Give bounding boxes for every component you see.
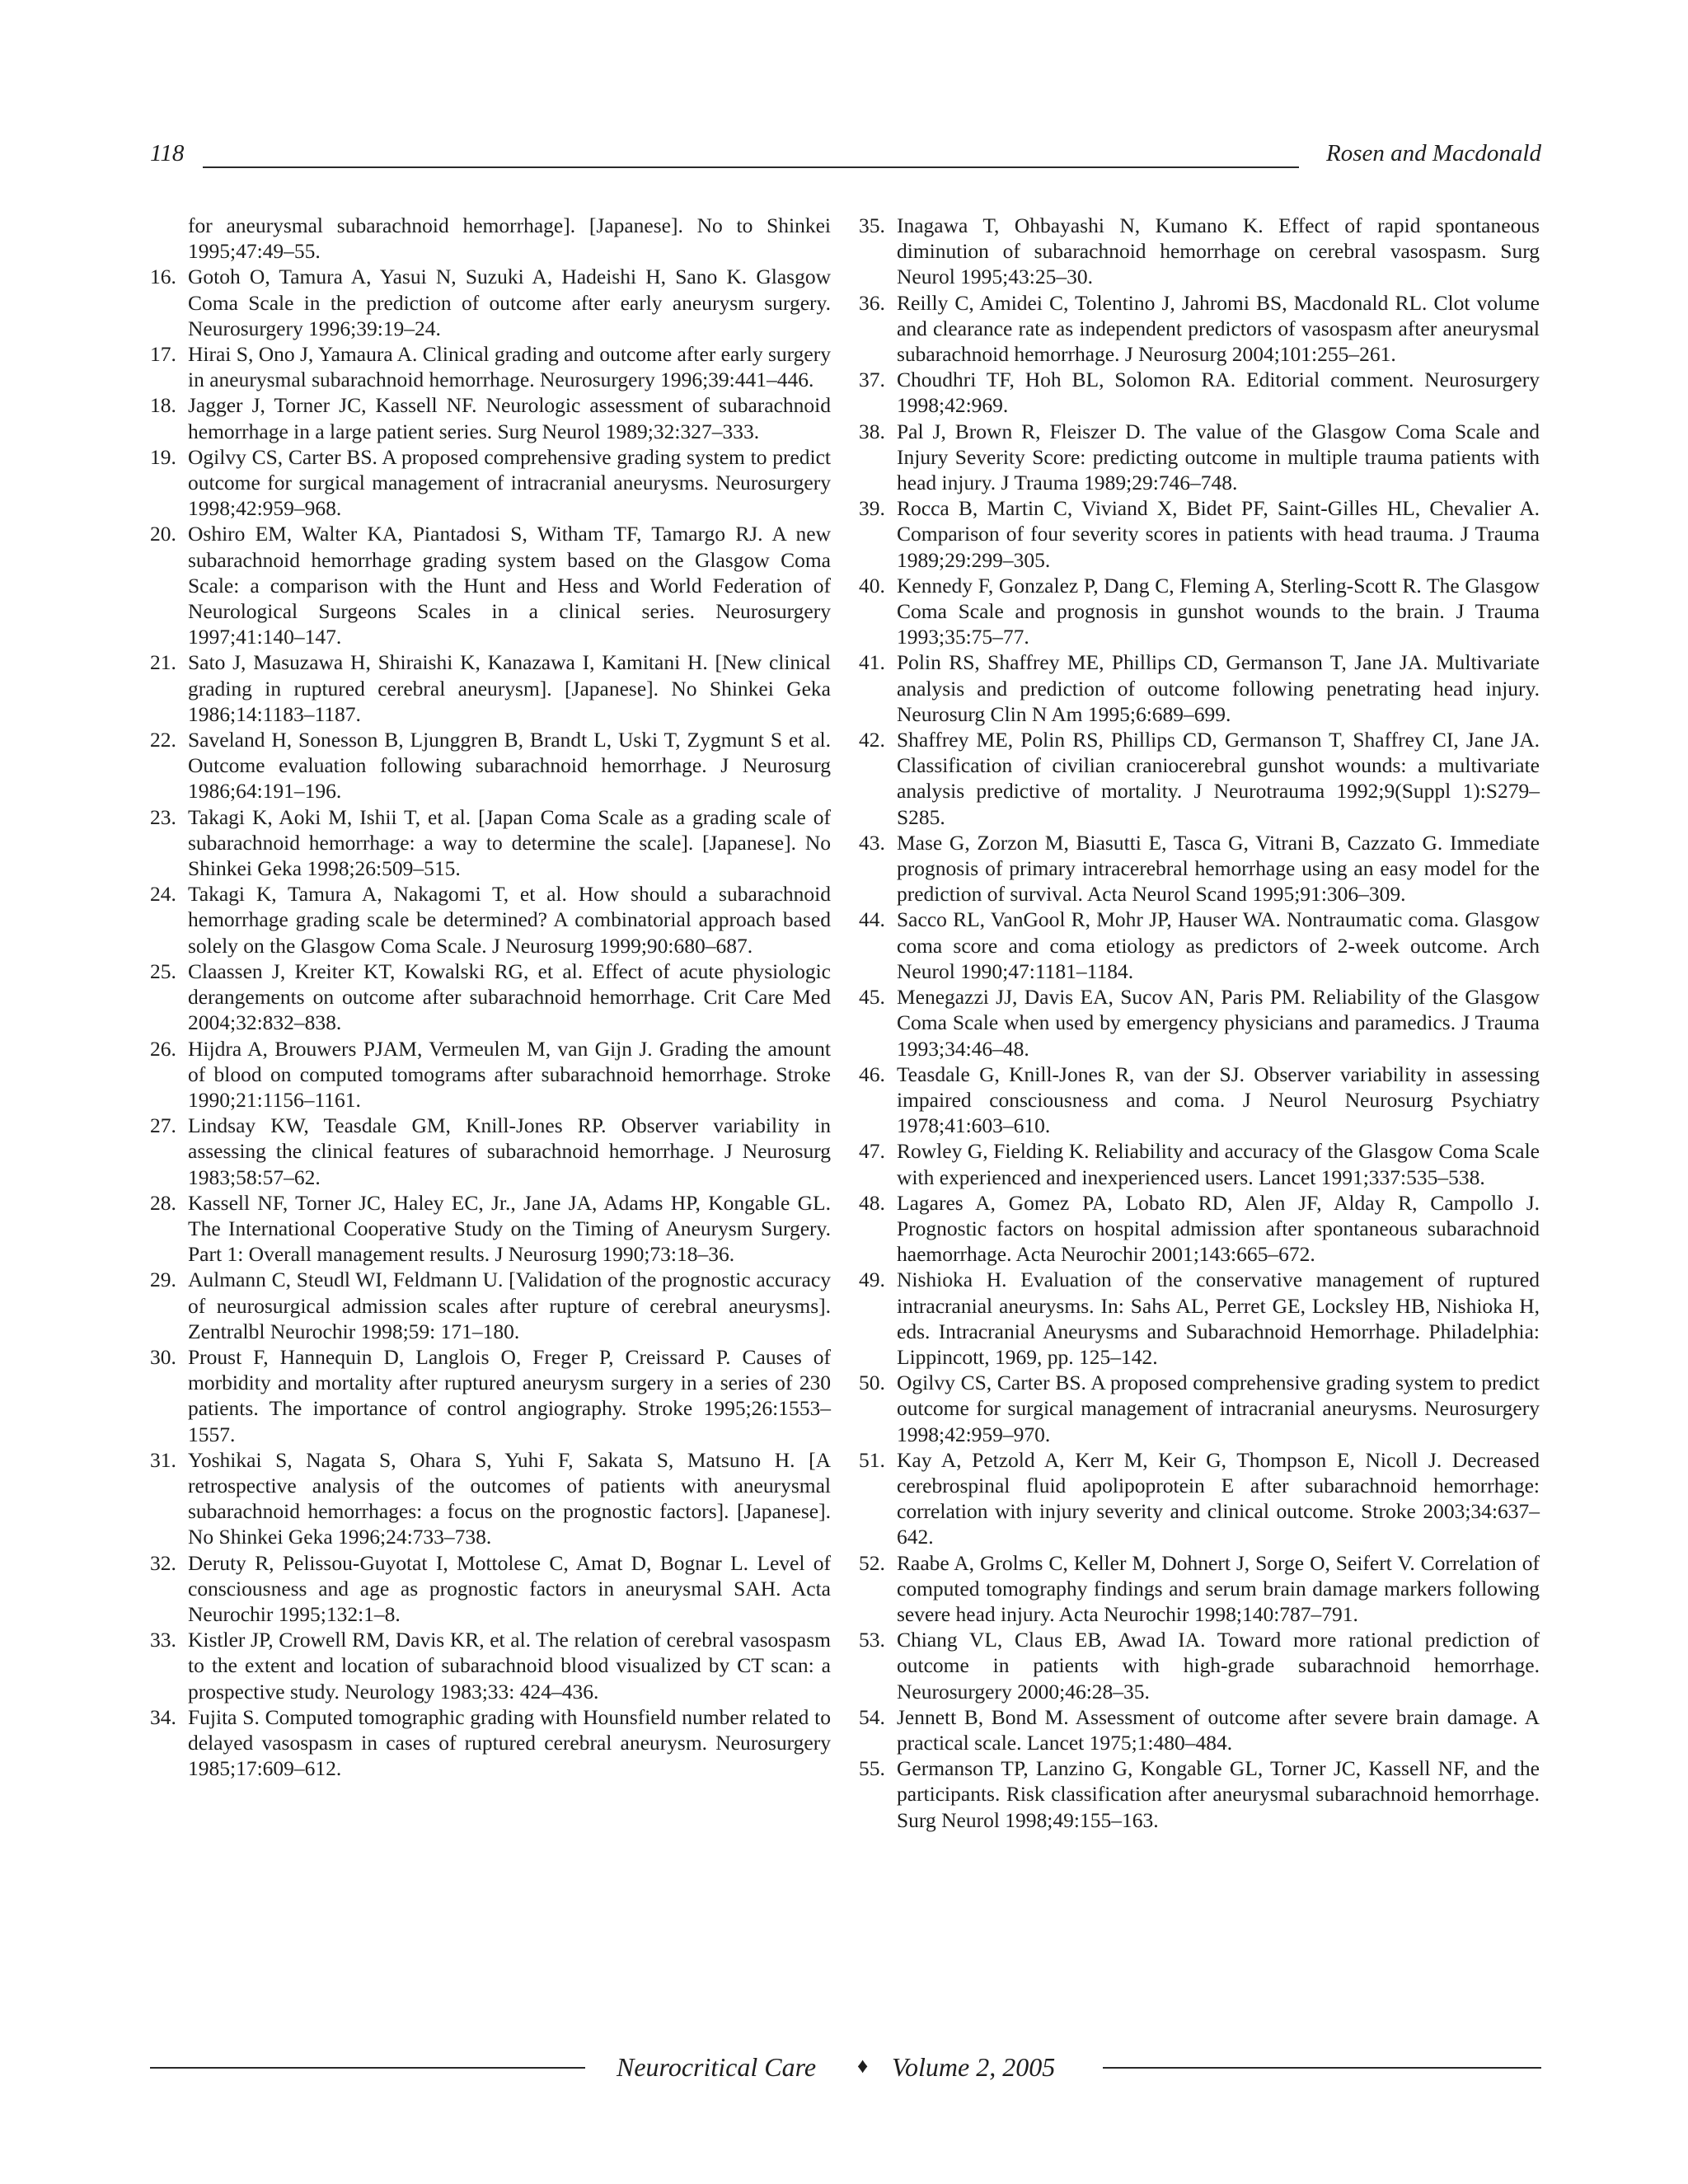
reference-item [859, 1190, 1540, 1268]
reference-item [859, 1550, 1540, 1628]
reference-text: Shaffrey ME, Polin RS, Phillips CD, Germanson T, Shaffrey CI, Jane JA. Classification of civilian craniocerebral gunshot wounds: a multivariate analysis predictive of mortality. J Neurotrauma 1992;9(Suppl 1):S279–S285. [897, 728, 1540, 829]
reference-text: Lagares A, Gomez PA, Lobato RD, Alen JF, Alday R, Campollo J. Prognostic factors on hospital admission after spontaneous subarachnoid haemorrhage. Acta Neurochir 2001;143:665–672. [897, 1190, 1540, 1267]
reference-text: Sacco RL, VanGool R, Mohr JP, Hauser WA. Nontraumatic coma. Glasgow coma score and coma etiology as predictors of 2-week outcome. Arch Neurol 1990;47:1181–1184. [897, 907, 1540, 983]
journal-volume: Volume 2, 2005 [892, 2052, 1056, 2082]
reference-text: Deruty R, Pelissou-Guyotat I, Mottolese C, Amat D, Bognar L. Level of consciousness and age as prognostic factors in aneurysmal SAH. Acta Neurochir 1995;132:1–8. [188, 1550, 831, 1626]
reference-text: Hijdra A, Brouwers PJAM, Vermeulen M, van Gijn J. Grading the amount of blood on computed tomograms after subarachnoid hemorrhage. Stroke 1990;21:1156–1161. [188, 1036, 831, 1112]
reference-text: Saveland H, Sonesson B, Ljunggren B, Brandt L, Uski T, Zygmunt S et al. Outcome evaluation following subarachnoid hemorrhage. J Neurosurg 1986;64:191–196. [188, 728, 831, 804]
reference-item [859, 573, 1540, 650]
reference-number: 26. [150, 1036, 176, 1061]
header-rule [203, 166, 1299, 168]
reference-item [150, 392, 831, 443]
reference-number: 36. [859, 290, 885, 315]
reference-text: Raabe A, Grolms C, Keller M, Dohnert J, Sorge O, Seifert V. Correlation of computed tomography findings and serum brain damage markers following severe head injury. Acta Neurochir 1998;140:787–791. [897, 1550, 1540, 1626]
reference-number: 24. [150, 882, 176, 907]
footer-rule-left [150, 2067, 585, 2069]
reference-item [150, 341, 831, 392]
reference-item [150, 1113, 831, 1190]
reference-text: Polin RS, Shaffrey ME, Phillips CD, Germanson T, Jane JA. Multivariate analysis and prediction of outcome following penetrating head injury. Neurosurg Clin N Am 1995;6:689–699. [897, 650, 1540, 726]
reference-item [150, 1190, 831, 1268]
reference-number: 23. [150, 804, 176, 829]
reference-text: Menegazzi JJ, Davis EA, Sucov AN, Paris PM. Reliability of the Glasgow Coma Scale when used by emergency physicians and paramedics. J Trauma 1993;34:46–48. [897, 985, 1540, 1061]
reference-item [859, 419, 1540, 496]
reference-item [859, 727, 1540, 830]
reference-text: Nishioka H. Evaluation of the conservative management of ruptured intracranial aneurysms. In: Sahs AL, Perret GE, Locksley HB, Nishioka H, eds. Intracranial Aneurysms and Subarachnoid Hemorrhage. Philadelphia: Lippincott, 1969, pp. 125–142. [897, 1268, 1540, 1369]
reference-text: Reilly C, Amidei C, Tolentino J, Jahromi BS, Macdonald RL. Clot volume and clearance rate as independent predictors of vasospasm after aneurysmal subarachnoid hemorrhage. J Neurosurg 2004;101:255–261. [897, 290, 1540, 367]
reference-number: 33. [150, 1628, 176, 1652]
reference-number: 54. [859, 1704, 885, 1729]
reference-text: Pal J, Brown R, Fleiszer D. The value of the Glasgow Coma Scale and Injury Severity Score: predicting outcome in multiple trauma patients with head injury. J Trauma 1989;29:746–748. [897, 419, 1540, 495]
reference-text: Germanson TP, Lanzino G, Kongable GL, Torner JC, Kassell NF, and the participants. Risk classification after aneurysmal subarachnoid hemorrhage. Surg Neurol 1998;49:155–163. [897, 1756, 1540, 1832]
reference-text: for aneurysmal subarachnoid hemorrhage]. [Japanese]. No to Shinkei 1995;47:49–55. [188, 213, 831, 264]
reference-item [859, 1370, 1540, 1447]
running-title: Rosen and Macdonald [1326, 140, 1541, 166]
reference-item [150, 1704, 831, 1782]
reference-number: 49. [859, 1268, 885, 1292]
reference-number: 16. [150, 265, 176, 289]
reference-text: Mase G, Zorzon M, Biasutti E, Tasca G, Vitrani B, Cazzato G. Immediate prognosis of primary intracerebral hemorrhage using an easy model for the prediction of survival. Acta Neurol Scand 1995;91:306–309. [897, 830, 1540, 907]
reference-text: Kassell NF, Torner JC, Haley EC, Jr., Jane JA, Adams HP, Kongable GL. The International Cooperative Study on the Timing of Aneurysm Surgery. Part 1: Overall management results. J Neurosurg 1990;73:18–36. [188, 1190, 831, 1267]
reference-number: 35. [859, 213, 885, 237]
reference-number: 29. [150, 1268, 176, 1292]
reference-item [150, 727, 831, 804]
reference-number: 55. [859, 1756, 885, 1781]
reference-item [150, 1550, 831, 1628]
reference-text: Teasdale G, Knill-Jones R, van der SJ. Observer variability in assessing impaired consciousness and coma. J Neurol Neurosurg Psychiatry 1978;41:603–610. [897, 1062, 1540, 1138]
reference-number: 22. [150, 728, 176, 752]
reference-text: Ogilvy CS, Carter BS. A proposed comprehensive grading system to predict outcome for surgical management of intracranial aneurysms. Neurosurgery 1998;42:959–968. [188, 444, 831, 521]
reference-number: 19. [150, 444, 176, 469]
journal-name: Neurocritical Care [617, 2052, 817, 2082]
reference-number: 41. [859, 650, 885, 675]
reference-item [150, 1344, 831, 1447]
reference-item [859, 830, 1540, 907]
reference-number: 52. [859, 1550, 885, 1575]
reference-text: Takagi K, Tamura A, Nakagomi T, et al. How should a subarachnoid hemorrhage grading scale be determined? A combinatorial approach based solely on the Glasgow Coma Scale. J Neurosurg 1999;90:680–687. [188, 882, 831, 958]
reference-item [859, 907, 1540, 984]
reference-number: 43. [859, 830, 885, 855]
reference-item [859, 1704, 1540, 1755]
reference-text: Kennedy F, Gonzalez P, Dang C, Fleming A, Sterling-Scott R. The Glasgow Coma Scale and prognosis in gunshot wounds to the brain. J Trauma 1993;35:75–77. [897, 573, 1540, 649]
reference-item [859, 290, 1540, 368]
page-footer [0, 2052, 1688, 2088]
reference-item [150, 649, 831, 727]
reference-number: 32. [150, 1550, 176, 1575]
reference-text: Rowley G, Fielding K. Reliability and accuracy of the Glasgow Coma Scale with experienced and inexperienced users. Lancet 1991;337:535–538. [897, 1139, 1540, 1189]
reference-item [859, 984, 1540, 1062]
reference-number: 31. [150, 1447, 176, 1472]
reference-text: Kay A, Petzold A, Kerr M, Keir G, Thompson E, Nicoll J. Decreased cerebrospinal fluid apolipoprotein E after subarachnoid hemorrhage: correlation with injury severity and clinical outcome. Stroke 2003;34:637–642. [897, 1447, 1540, 1549]
reference-text: Ogilvy CS, Carter BS. A proposed comprehensive grading system to predict outcome for surgical management of intracranial aneurysms. Neurosurgery 1998;42:959–970. [897, 1371, 1540, 1446]
reference-text: Lindsay KW, Teasdale GM, Knill-Jones RP. Observer variability in assessing the clinical features of subarachnoid hemorrhage. J Neurosurg 1983;58:57–62. [188, 1113, 831, 1189]
reference-text: Chiang VL, Claus EB, Awad IA. Toward more rational prediction of outcome in patients with high-grade subarachnoid hemorrhage. Neurosurgery 2000;46:28–35. [897, 1628, 1540, 1704]
reference-number: 27. [150, 1113, 176, 1138]
reference-number: 47. [859, 1139, 885, 1164]
reference-item [150, 264, 831, 341]
diamond-icon: ♦ [857, 2054, 869, 2078]
reference-text: Fujita S. Computed tomographic grading with Hounsfield number related to delayed vasospasm in cases of ruptured cerebral aneurysm. Neurosurgery 1985;17:609–612. [188, 1704, 831, 1781]
reference-text: Claassen J, Kreiter KT, Kowalski RG, et al. Effect of acute physiologic derangements on outcome after subarachnoid hemorrhage. Crit Care Med 2004;32:832–838. [188, 958, 831, 1035]
page-header [150, 138, 1541, 175]
reference-item [859, 1138, 1540, 1189]
reference-number: 51. [859, 1447, 885, 1472]
reference-item [859, 367, 1540, 418]
reference-text: Sato J, Masuzawa H, Shiraishi K, Kanazawa I, Kamitani H. [New clinical grading in ruptured cerebral aneurysm]. [Japanese]. No Shinkei Geka 1986;14:1183–1187. [188, 650, 831, 726]
reference-number: 17. [150, 342, 176, 367]
reference-text: Hirai S, Ono J, Yamaura A. Clinical grading and outcome after early surgery in aneurysmal subarachnoid hemorrhage. Neurosurgery 1996;39:441–446. [188, 342, 831, 392]
reference-item [150, 444, 831, 522]
reference-text: Yoshikai S, Nagata S, Ohara S, Yuhi F, Sakata S, Matsuno H. [A retrospective analysis of the outcomes of patients with aneurysmal subarachnoid hemorrhages: a focus on the prognostic factors]. [Japanese]. No Shinkei Geka 1996;24:733–738. [188, 1447, 831, 1549]
footer-rule-right [1103, 2067, 1541, 2069]
reference-number: 53. [859, 1628, 885, 1652]
reference-text: Inagawa T, Ohbayashi N, Kumano K. Effect of rapid spontaneous diminution of subarachnoid hemorrhage on cerebral vasospasm. Surg Neurol 1995;43:25–30. [897, 213, 1540, 289]
reference-item [150, 881, 831, 958]
reference-number: 37. [859, 368, 885, 392]
reference-item [859, 1267, 1540, 1370]
reference-number: 20. [150, 522, 176, 546]
reference-number: 34. [150, 1704, 176, 1729]
reference-number: 30. [150, 1344, 176, 1369]
reference-number: 40. [859, 573, 885, 598]
reference-item [150, 1627, 831, 1704]
reference-item [859, 1755, 1540, 1833]
reference-item [150, 1267, 831, 1344]
page-number: 118 [150, 140, 185, 166]
reference-item [150, 804, 831, 882]
reference-item [859, 649, 1540, 727]
reference-text: Jagger J, Torner JC, Kassell NF. Neurologic assessment of subarachnoid hemorrhage in a large patient series. Surg Neurol 1989;32:327–333. [188, 393, 831, 443]
reference-item [859, 213, 1540, 290]
reference-text: Jennett B, Bond M. Assessment of outcome after severe brain damage. A practical scale. Lancet 1975;1:480–484. [897, 1704, 1540, 1755]
reference-number: 44. [859, 907, 885, 932]
reference-number: 50. [859, 1371, 885, 1395]
reference-number: 46. [859, 1062, 885, 1086]
reference-text: Aulmann C, Steudl WI, Feldmann U. [Validation of the prognostic accuracy of neurosurgical admission scales after rupture of cerebral aneurysms]. Zentralbl Neurochir 1998;59: 171–180. [188, 1268, 831, 1343]
reference-number: 21. [150, 650, 176, 675]
reference-number: 45. [859, 985, 885, 1010]
references-left-column [150, 213, 831, 1781]
reference-text: Takagi K, Aoki M, Ishii T, et al. [Japan Coma Scale as a grading scale of subarachnoid hemorrhage: a way to determine the scale]. [Japanese]. No Shinkei Geka 1998;26:509–515. [188, 804, 831, 881]
reference-text: Oshiro EM, Walter KA, Piantadosi S, Witham TF, Tamargo RJ. A new subarachnoid hemorrhage grading system based on the Glasgow Coma Scale: a comparison with the Hunt and Hess and World Federation of Neurological Surgeons Scales in a clinical series. Neurosurgery 1997;41:140–147. [188, 522, 831, 649]
reference-item [150, 521, 831, 649]
reference-number: 39. [859, 496, 885, 521]
reference-number: 42. [859, 728, 885, 752]
reference-item [859, 1447, 1540, 1550]
reference-text: Gotoh O, Tamura A, Yasui N, Suzuki A, Hadeishi H, Sano K. Glasgow Coma Scale in the prediction of outcome after early aneurysm surgery. Neurosurgery 1996;39:19–24. [188, 265, 831, 340]
reference-number: 48. [859, 1190, 885, 1215]
reference-item [150, 1036, 831, 1113]
reference-text: Proust F, Hannequin D, Langlois O, Freger P, Creissard P. Causes of morbidity and mortality after ruptured aneurysm surgery in a series of 230 patients. The importance of control angiography. Stroke 1995;26:1553–1557. [188, 1344, 831, 1446]
reference-text: Choudhri TF, Hoh BL, Solomon RA. Editorial comment. Neurosurgery 1998;42:969. [897, 368, 1540, 418]
reference-item [150, 958, 831, 1036]
reference-number: 18. [150, 393, 176, 418]
reference-number: 38. [859, 419, 885, 443]
references-right-column [859, 213, 1540, 1833]
reference-item [859, 1062, 1540, 1139]
reference-item [859, 495, 1540, 573]
reference-item [150, 213, 831, 264]
reference-number: 25. [150, 958, 176, 983]
reference-text: Kistler JP, Crowell RM, Davis KR, et al. The relation of cerebral vasospasm to the extent and location of subarachnoid blood visualized by CT scan: a prospective study. Neurology 1983;33: 424–436. [188, 1628, 831, 1704]
reference-item [859, 1627, 1540, 1704]
reference-text: Rocca B, Martin C, Viviand X, Bidet PF, Saint-Gilles HL, Chevalier A. Comparison of four severity scores in patients with head trauma. J Trauma 1989;29:299–305. [897, 496, 1540, 572]
reference-number: 28. [150, 1190, 176, 1215]
reference-item [150, 1447, 831, 1550]
